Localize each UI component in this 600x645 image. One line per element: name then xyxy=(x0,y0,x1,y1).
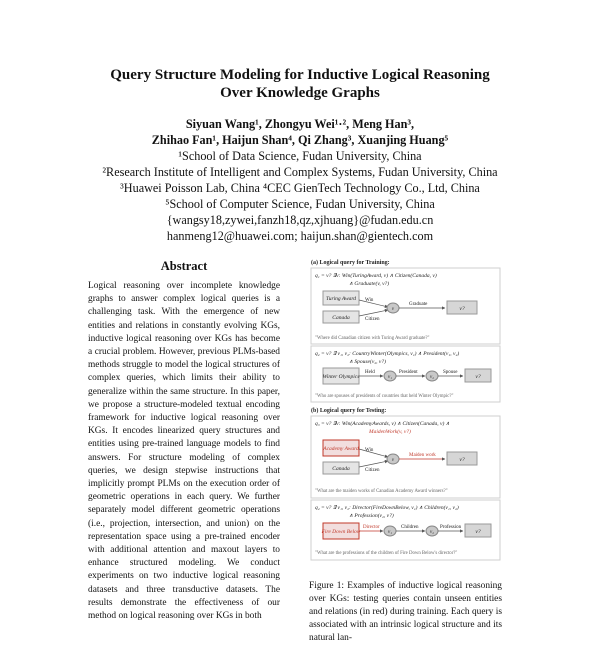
q3-edge-2-label: Citizen xyxy=(365,468,380,473)
q4-formula-2: ∧ Profession(v₂, v?) xyxy=(349,513,394,519)
title-line-1: Query Structure Modeling for Inductive Logical Reasoning xyxy=(110,67,490,83)
q4-edge-1-label: Director xyxy=(363,525,380,530)
q2-node-2-label: v₁ xyxy=(388,375,392,380)
q2-node-3-label: v₂ xyxy=(430,375,434,380)
q3-node-3-label: v xyxy=(391,458,395,463)
abstract-text: Logical reasoning over incomplete knowledge graphs to answer complex logical queries is a challenging task. With the emergence of new entities and relations in constantly evolving KGs, inductive logical reasoning over KGs has become a crucial problem. However, previous PLMs-based methods struggle to model the logical structures of complex queries, which limits their ability to generalize within the same structure. In this paper, we propose a structure-modeled textual encoding framework for inductive logical reasoning over KGs. It encodes linearized query structures and entities using pre-trained language models to find answers. For structure modeling of complex queries, we design stepwise instructions that implicitly prompt PLMs on the execution order of geometric operations in each query. We further separately model different geometric operations (i.e., projection, intersection, and union) on the representation space using a pre-trained encoder with additional attention and maxout layers to enhance structured modeling. We conduct experiments on two inductive logical reasoning datasets and three transductive datasets. The results demonstrate the effectiveness of our method on logical reasoning over KGs in both xyxy=(88,281,280,622)
q4-node-4-label: v? xyxy=(475,529,481,535)
q4-question: "What are the professions of the children of Fire Down Below's director?" xyxy=(315,551,458,556)
test-header: (b) Logical query for Testing: xyxy=(311,408,387,414)
affiliation-1: ¹School of Data Science, Fudan University, China xyxy=(178,149,422,163)
q3-formula-1: q₃ = v? ∃v: Win(AcademyAwards, v) ∧ Citizen(Canada, v) ∧ xyxy=(315,421,450,427)
q2-node-1-label: Winter Olympics xyxy=(322,374,360,380)
q3-edge-3-label: Maiden work xyxy=(409,453,436,458)
q1-formula-1: q₁ = v? ∃v: Win(TuringAward, v) ∧ Citizen(Canada, v) xyxy=(315,273,437,279)
q1-question: "Where did Canadian citizen with Turing Award graduate?" xyxy=(315,336,430,341)
q1-node-1-label: Turing Award xyxy=(325,296,357,302)
q2-edge-1-label: Held xyxy=(365,370,375,375)
q1-edge-2 xyxy=(359,310,388,316)
q1-node-2-label: Canada xyxy=(332,315,350,321)
q2-edge-3-label: Spouse xyxy=(443,370,458,375)
train-header: (a) Logical query for Training: xyxy=(311,260,390,266)
authors-line-1: Siyuan Wang¹, Zhongyu Wei¹·², Meng Han³, xyxy=(185,117,415,131)
email-line-2: hanmeng12@huawei.com; haijun.shan@gientech.com xyxy=(166,229,434,243)
figure-svg xyxy=(309,256,502,578)
q3-formula-2: MaidenWork(v, v?) xyxy=(369,429,411,435)
title-line-2: Over Knowledge Graphs xyxy=(220,85,380,101)
affiliation-2: ²Research Institute of Intelligent and Complex Systems, Fudan University, China xyxy=(102,165,498,179)
q3-node-2-label: Canada xyxy=(332,466,350,472)
q2-edge-2-label: President xyxy=(399,370,418,375)
figure-1 xyxy=(309,256,502,578)
q4-edge-2-label: Children xyxy=(401,525,419,530)
author-block xyxy=(60,116,540,244)
affiliation-3: ³Huawei Poisson Lab, China ⁴CEC GienTech Technology Co., Ltd, China xyxy=(120,181,480,195)
q4-formula-1: q₄ = v? ∃ v₁, v₂: Director(FireDownBelow, v₁) ∧ Children(v₁, v₂) xyxy=(315,505,459,511)
affiliation-4: ⁵School of Computer Science, Fudan University, China xyxy=(165,197,435,211)
q2-node-4-label: v? xyxy=(475,374,481,380)
q4-edge-3-label: Profession xyxy=(440,525,462,530)
q3-node-4-label: v? xyxy=(459,457,465,463)
q3-node-1-label: Academy Award xyxy=(323,446,359,452)
q1-node-3-label: v xyxy=(391,307,395,312)
abstract-heading: Abstract xyxy=(160,259,208,273)
q3-edge-1-label: Win xyxy=(365,448,374,453)
q1-edge-1-label: Win xyxy=(365,298,374,303)
q2-question: "Who are spouses of presidents of countries that held Winter Olympic?" xyxy=(315,394,454,399)
authors-line-2: Zhihao Fan¹, Haijun Shan⁴, Qi Zhang³, Xuanjing Huang⁵ xyxy=(151,133,449,147)
q1-formula-2: ∧ Graduate(v, v?) xyxy=(349,281,390,287)
q1-edge-2-label: Citizen xyxy=(365,317,380,322)
q2-formula-1: q₂ = v? ∃ v₁, v₂: CountryWinter(Olympics, v₁) ∧ President(v₁, v₂) xyxy=(315,351,460,357)
q4-node-2-label: v₁ xyxy=(388,530,392,535)
q1-edge-1 xyxy=(359,300,388,307)
q1-node-4-label: v? xyxy=(459,306,465,312)
q3-edge-1 xyxy=(359,449,388,457)
q4-node-3-label: v₂ xyxy=(430,530,434,535)
q3-question: "What are the maiden works of Canadian Academy Award winners?" xyxy=(315,489,448,494)
figure-caption: Figure 1: Examples of inductive logical reasoning over KGs: testing queries contain unseen entities and relations (in red) during training. Each query is associated with an intrinsic logical structure and its natural lan- xyxy=(309,581,502,643)
q1-edge-3-label: Graduate xyxy=(409,302,428,307)
q3-edge-2 xyxy=(359,461,388,467)
q2-formula-2: ∧ Spouse(v₂, v?) xyxy=(349,359,386,365)
email-line-1: {wangsy18,zywei,fanzh18,qz,xjhuang}@fudan.edu.cn xyxy=(166,213,434,227)
paper-title xyxy=(60,66,540,102)
q4-node-1-label: Fire Down Below xyxy=(321,529,361,535)
